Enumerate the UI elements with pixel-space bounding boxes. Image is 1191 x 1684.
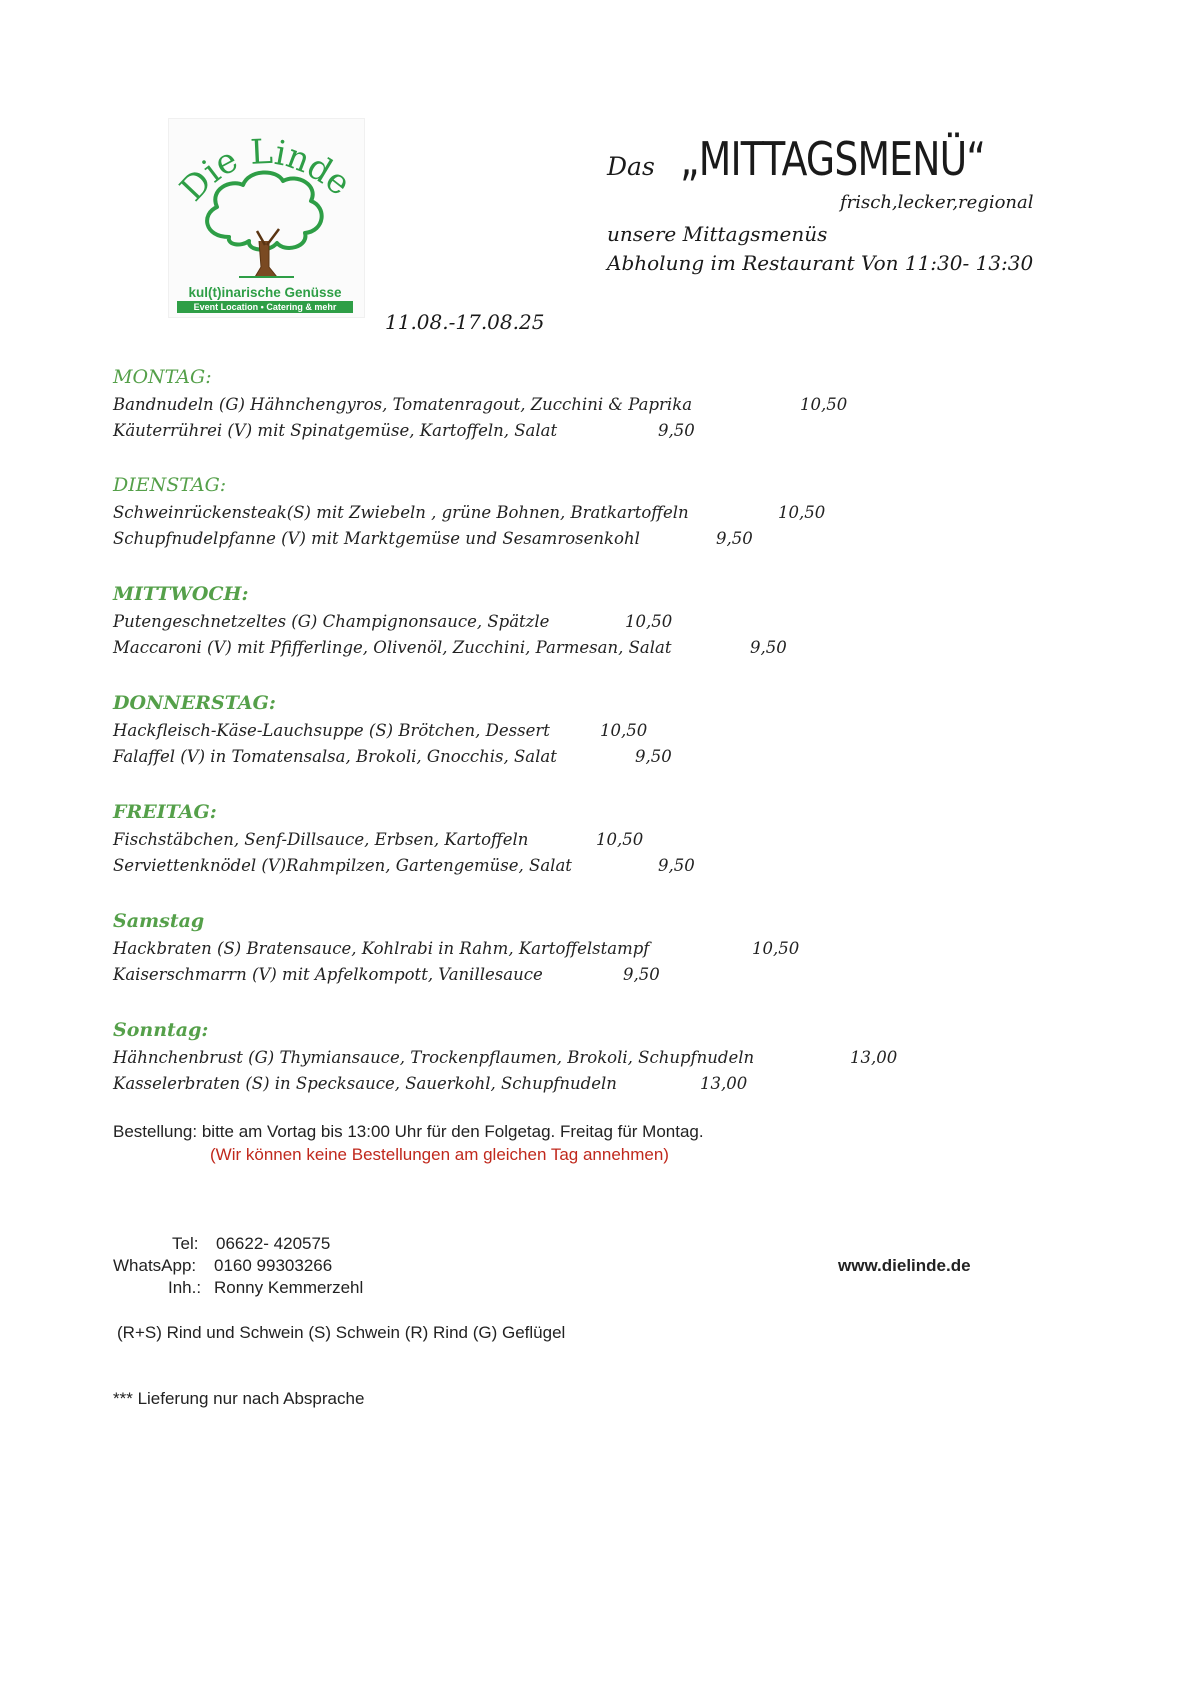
intro-line-1: unsere Mittagsmenüs bbox=[607, 222, 828, 246]
menu-price: 9,50 bbox=[716, 529, 753, 548]
menu-price: 9,50 bbox=[658, 421, 695, 440]
menu-price: 10,50 bbox=[800, 395, 848, 414]
tel-label: Tel: bbox=[172, 1234, 199, 1253]
whatsapp-label: WhatsApp: bbox=[113, 1256, 197, 1275]
meat-legend: (R+S) Rind und Schwein (S) Schwein (R) Rind (G) Geflügel bbox=[117, 1323, 566, 1342]
menu-item: Fischstäbchen, Senf-Dillsauce, Erbsen, Kartoffeln bbox=[113, 830, 529, 849]
day-heading-mittwoch: MITTWOCH: bbox=[113, 583, 249, 605]
order-note: Bestellung: bitte am Vortag bis 13:00 Uhr für den Folgetag. Freitag für Montag. bbox=[113, 1122, 704, 1141]
menu-price: 10,50 bbox=[778, 503, 826, 522]
day-heading-montag: MONTAG: bbox=[113, 366, 212, 388]
menu-price: 9,50 bbox=[750, 638, 787, 657]
menu-price: 13,00 bbox=[850, 1048, 898, 1067]
menu-item: Hähnchenbrust (G) Thymiansauce, Trockenpflaumen, Brokoli, Schupfnudeln bbox=[113, 1048, 755, 1067]
intro-line-2: Abholung im Restaurant Von 11:30- 13:30 bbox=[607, 251, 1034, 275]
menu-item: Falaffel (V) in Tomatensalsa, Brokoli, Gnocchis, Salat bbox=[113, 747, 557, 766]
menu-item: Hackfleisch-Käse-Lauchsuppe (S) Brötchen, Dessert bbox=[113, 721, 550, 740]
logo-tagline: kul(t)inarische Genüsse bbox=[188, 285, 342, 300]
menu-price: 10,50 bbox=[596, 830, 644, 849]
date-range: 11.08.-17.08.25 bbox=[385, 310, 545, 334]
whatsapp-value: 0160 99303266 bbox=[214, 1256, 333, 1275]
menu-price: 13,00 bbox=[700, 1074, 748, 1093]
menu-price: 9,50 bbox=[658, 856, 695, 875]
menu-item: Kasselerbraten (S) in Specksauce, Sauerkohl, Schupfnudeln bbox=[113, 1074, 617, 1093]
day-heading-dienstag: DIENSTAG: bbox=[113, 474, 227, 496]
menu-item: Maccaroni (V) mit Pfifferlinge, Olivenöl, Zucchini, Parmesan, Salat bbox=[113, 638, 672, 657]
title-prefix: Das bbox=[607, 152, 655, 181]
order-warning: (Wir können keine Bestellungen am gleichen Tag annehmen) bbox=[210, 1145, 669, 1164]
menu-item: Serviettenknödel (V)Rahmpilzen, Gartengemüse, Salat bbox=[113, 856, 572, 875]
delivery-note: *** Lieferung nur nach Absprache bbox=[113, 1389, 365, 1408]
owner-label: Inh.: bbox=[168, 1278, 202, 1297]
day-heading-sonntag: Sonntag: bbox=[113, 1019, 209, 1041]
menu-price: 9,50 bbox=[635, 747, 672, 766]
menu-item: Putengeschnetzeltes (G) Champignonsauce, Spätzle bbox=[113, 612, 550, 631]
menu-item: Hackbraten (S) Bratensauce, Kohlrabi in Rahm, Kartoffelstampf bbox=[113, 939, 650, 958]
menu-price: 10,50 bbox=[600, 721, 648, 740]
website-link[interactable]: www.dielinde.de bbox=[838, 1256, 971, 1275]
menu-item: Käuterrührei (V) mit Spinatgemüse, Kartoffeln, Salat bbox=[113, 421, 558, 440]
menu-item: Schupfnudelpfanne (V) mit Marktgemüse und Sesamrosenkohl bbox=[113, 529, 640, 548]
menu-item: Schweinrückensteak(S) mit Zwiebeln , grüne Bohnen, Bratkartoffeln bbox=[113, 503, 689, 522]
menu-price: 9,50 bbox=[623, 965, 660, 984]
day-heading-freitag: FREITAG: bbox=[113, 801, 217, 823]
logo bbox=[168, 118, 365, 318]
menu-price: 10,50 bbox=[625, 612, 673, 631]
logo-band: Event Location • Catering & mehr bbox=[177, 301, 353, 313]
subtitle: frisch,lecker,regional bbox=[840, 192, 1034, 213]
owner-value: Ronny Kemmerzehl bbox=[214, 1278, 364, 1297]
menu-item: Kaiserschmarrn (V) mit Apfelkompott, Vanillesauce bbox=[113, 965, 543, 984]
logo-wordmark: Die Linde bbox=[172, 131, 359, 210]
menu-price: 10,50 bbox=[752, 939, 800, 958]
tel-value: 06622- 420575 bbox=[216, 1234, 331, 1253]
day-heading-samstag: Samstag bbox=[113, 910, 205, 932]
day-heading-donnerstag: DONNERSTAG: bbox=[113, 692, 276, 714]
page-title: „MITTAGSMENÜ“ bbox=[680, 132, 986, 186]
menu-item: Bandnudeln (G) Hähnchengyros, Tomatenragout, Zucchini & Paprika bbox=[113, 395, 693, 414]
